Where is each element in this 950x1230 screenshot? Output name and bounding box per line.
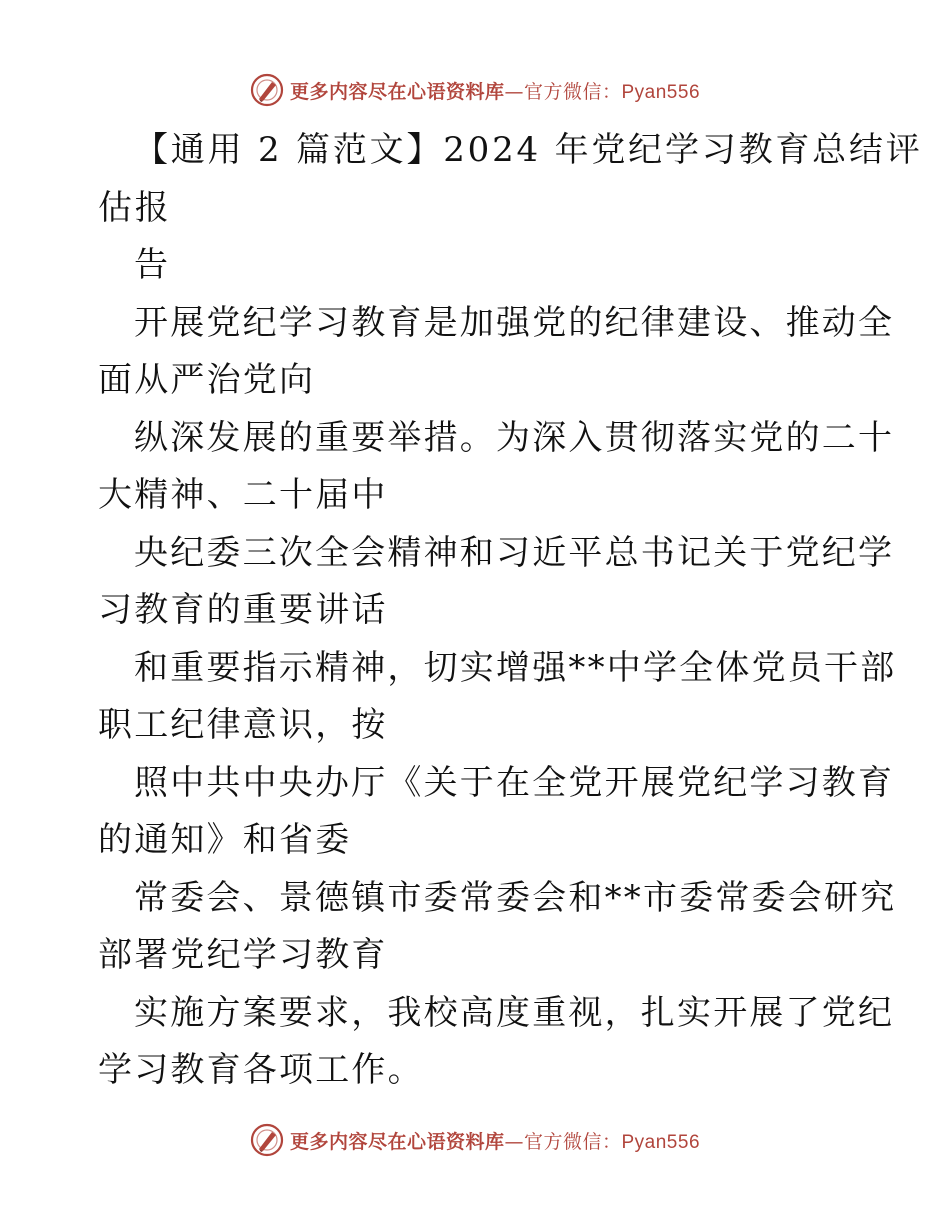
paragraph-line: 大精神、二十届中 bbox=[98, 475, 388, 515]
quill-pen-logo-icon bbox=[250, 73, 284, 107]
footer-banner-id: Pyan556 bbox=[621, 1131, 701, 1153]
document-body bbox=[98, 122, 923, 1100]
paragraph-line: 部署党纪学习教育 bbox=[98, 935, 388, 975]
paragraph-line: 常委会、景德镇市委常委会和**市委常委会研究 bbox=[134, 877, 897, 918]
paragraph-line: 和重要指示精神，切实增强**中学全体党员干部 bbox=[134, 647, 897, 688]
paragraph-line: 实施方案要求，我校高度重视，扎实开展了党纪 bbox=[134, 992, 895, 1033]
paragraph-line: 照中共中央办厅《关于在全党开展党纪学习教育 bbox=[134, 762, 895, 803]
document-title-line-3: 告 bbox=[134, 245, 171, 285]
footer-banner-main: 更多内容尽在心语资料库 bbox=[289, 1130, 505, 1153]
header-banner-id: Pyan556 bbox=[621, 81, 701, 103]
paragraph-line: 职工纪律意识，按 bbox=[98, 705, 388, 745]
header-banner-main: 更多内容尽在心语资料库 bbox=[289, 80, 505, 103]
footer-watermark-banner bbox=[0, 1120, 950, 1160]
document-title-line-2: 估报 bbox=[98, 187, 172, 228]
footer-banner-sep: — bbox=[504, 1130, 524, 1153]
footer-banner-wechat: 官方微信： bbox=[523, 1130, 622, 1153]
quill-pen-logo-icon bbox=[250, 1123, 284, 1157]
paragraph-line: 习教育的重要讲话 bbox=[98, 590, 388, 630]
footer-banner-text bbox=[290, 1127, 700, 1154]
document-title-line-1: 【通用 2 篇范文】2024 年党纪学习教育总结评 bbox=[134, 130, 923, 170]
paragraph-line: 纵深发展的重要举措。为深入贯彻落实党的二十 bbox=[134, 417, 895, 458]
header-banner-sep: — bbox=[504, 80, 524, 103]
paragraph-line: 面从严治党向 bbox=[98, 360, 316, 400]
paragraph-line: 央纪委三次全会精神和习近平总书记关于党纪学 bbox=[134, 532, 895, 573]
header-banner-wechat: 官方微信： bbox=[523, 80, 622, 103]
paragraph-line: 开展党纪学习教育是加强党的纪律建设、推动全 bbox=[134, 302, 895, 343]
header-banner-text bbox=[290, 77, 700, 104]
paragraph-line: 学习教育各项工作。 bbox=[98, 1050, 424, 1090]
paragraph-line: 的通知》和省委 bbox=[98, 820, 352, 860]
header-watermark-banner bbox=[0, 70, 950, 110]
